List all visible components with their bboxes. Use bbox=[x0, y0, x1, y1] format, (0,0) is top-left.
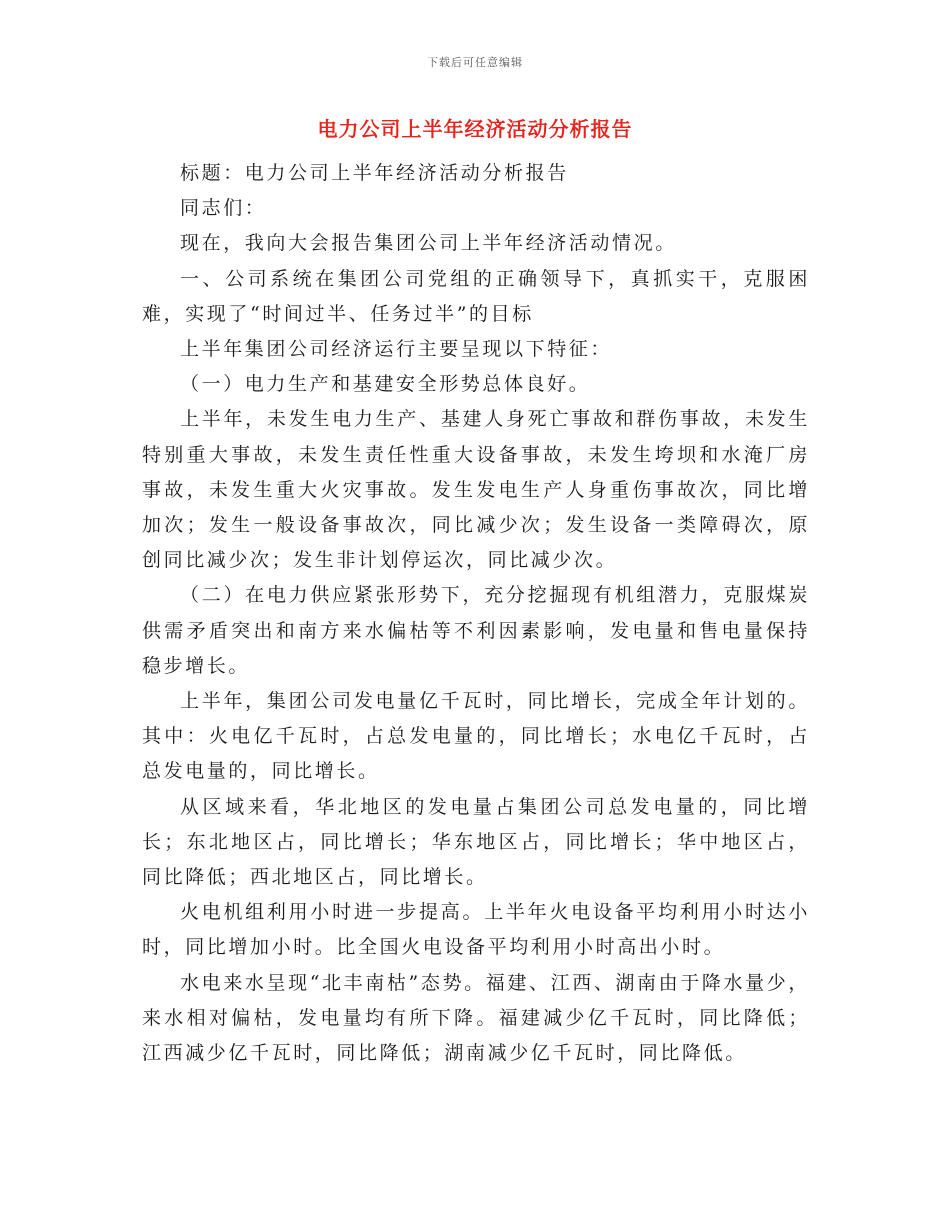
subsection-heading-1: （一）电力生产和基建安全形势总体良好。 bbox=[180, 373, 591, 396]
paragraph-safety: 上半年，未发生电力生产、基建人身死亡事故和群伤事故，未发生特别重大事故，未发生责任性重大设备事故，未发生垮坝和水淹厂房事故，未发生重大火灾事故。发生发电生产人身重伤事故次，同比增加次；发生一般设备事故次，同比减少次；发生设备一类障碍次，原创同比减少次；发生非计划停运次，同比减少次。 bbox=[142, 408, 810, 572]
paragraph-thermal-hours: 火电机组利用小时进一步提高。上半年火电设备平均利用小时达小时，同比增加小时。比全国火电设备平均利用小时高出小时。 bbox=[142, 901, 810, 959]
paragraph-subject-line: 标题：电力公司上半年经济活动分析报告 bbox=[180, 162, 569, 184]
subsection-heading-2: （二）在电力供应紧张形势下，充分挖掘现有机组潜力，克服煤炭供需矛盾突出和南方来水偏枯等不利因素影响，发电量和售电量保持稳步增长。 bbox=[142, 584, 810, 677]
paragraph-hydro: 水电来水呈现“北丰南枯”态势。福建、江西、湖南由于降水量少，来水相对偏枯，发电量均有所下降。福建减少亿千瓦时，同比降低；江西减少亿千瓦时，同比降低；湖南减少亿千瓦时，同比降低。 bbox=[142, 971, 810, 1065]
document-body bbox=[142, 156, 810, 1071]
paragraph-regions: 从区域来看，华北地区的发电量占集团公司总发电量的，同比增长；东北地区占，同比增长；华东地区占，同比增长；华中地区占，同比降低；西北地区占，同比增长。 bbox=[142, 795, 810, 889]
document-title: 电力公司上半年经济活动分析报告 bbox=[317, 117, 633, 141]
paragraph-intro: 现在，我向大会报告集团公司上半年经济活动情况。 bbox=[180, 232, 677, 255]
page-header: 下载后可任意编辑 bbox=[427, 56, 523, 69]
paragraph-generation: 上半年，集团公司发电量亿千瓦时，同比增长，完成全年计划的。其中：火电亿千瓦时，占总发电量的，同比增长；水电亿千瓦时，占总发电量的，同比增长。 bbox=[142, 690, 810, 783]
paragraph-salutation: 同志们： bbox=[180, 197, 267, 220]
paragraph-features: 上半年集团公司经济运行主要呈现以下特征： bbox=[180, 338, 613, 361]
section-heading-1: 一、公司系统在集团公司党组的正确领导下，真抓实干，克服困难，实现了“时间过半、任务过半”的目标 bbox=[142, 267, 810, 325]
